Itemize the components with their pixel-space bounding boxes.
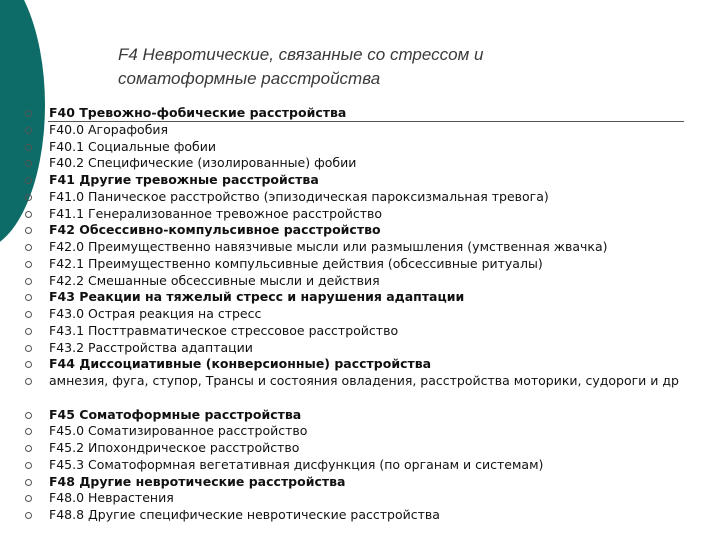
bullet-icon bbox=[25, 361, 32, 368]
bullet-icon bbox=[25, 311, 32, 318]
list-item bbox=[0, 506, 720, 523]
list-item bbox=[0, 154, 720, 171]
list-item-text: F45.2 Ипохондрическое расстройство bbox=[49, 440, 300, 455]
list-item bbox=[0, 489, 720, 506]
bullet-icon bbox=[25, 328, 32, 335]
bullet-icon bbox=[25, 110, 32, 117]
list-item-text: F41.1 Генерализованное тревожное расстройство bbox=[49, 205, 383, 221]
list-item bbox=[0, 138, 720, 155]
title-line-1: F4 Невротические, связанные со стрессом и bbox=[118, 45, 484, 64]
bullet-icon bbox=[25, 160, 32, 167]
bullet-icon bbox=[25, 495, 32, 502]
list-item-text: F48.0 Неврастения bbox=[49, 490, 174, 506]
list-item-text: F40 Тревожно-фобические расстройства bbox=[49, 105, 347, 120]
list-item bbox=[0, 205, 720, 222]
list-item bbox=[0, 406, 720, 423]
list-item-text: F41 Другие тревожные расстройства bbox=[49, 172, 319, 187]
list-item bbox=[0, 355, 720, 372]
bullet-icon bbox=[25, 227, 32, 234]
list-item-text: F42.0 Преимущественно навязчивые мысли или размышления (умственная жвачка) bbox=[49, 239, 608, 254]
bullet-icon bbox=[25, 278, 32, 285]
bullet-icon bbox=[25, 144, 32, 151]
list-item bbox=[0, 121, 720, 138]
bullet-icon bbox=[25, 412, 32, 419]
list-item bbox=[0, 255, 720, 272]
list-item-text: F42.2 Смешанные обсессивные мысли и действия bbox=[49, 272, 380, 288]
list-item bbox=[0, 372, 720, 406]
bullet-icon bbox=[25, 512, 32, 519]
list-item bbox=[0, 305, 720, 322]
bullet-icon bbox=[25, 211, 32, 218]
list-item-text: F43.0 Острая реакция на стресс bbox=[49, 306, 262, 321]
bullet-icon bbox=[25, 177, 32, 184]
list-item-text: F45 Соматоформные расстройства bbox=[49, 406, 302, 422]
list-item-text: амнезия, фуга, ступор, Трансы и состояния овладения, расстройства моторики, судороги и др bbox=[49, 373, 679, 388]
list-item bbox=[0, 188, 720, 205]
list-item-text: F43.2 Расстройства адаптации bbox=[49, 339, 253, 355]
bullet-icon bbox=[25, 445, 32, 452]
list-item-text: F40.1 Социальные фобии bbox=[49, 138, 217, 154]
title-line-2: соматоформные расстройства bbox=[118, 69, 381, 88]
diagnosis-list bbox=[0, 104, 720, 523]
list-item bbox=[0, 272, 720, 289]
bullet-icon bbox=[25, 127, 32, 134]
bullet-icon bbox=[25, 194, 32, 201]
list-item-text: F45.0 Соматизированное расстройство bbox=[49, 423, 308, 439]
list-item bbox=[0, 104, 720, 121]
list-item-text: F48.8 Другие специфические невротические расстройства bbox=[49, 507, 440, 522]
bullet-icon bbox=[25, 378, 32, 385]
list-item bbox=[0, 288, 720, 305]
list-item bbox=[0, 322, 720, 339]
bullet-icon bbox=[25, 462, 32, 469]
list-item bbox=[0, 439, 720, 456]
list-item bbox=[0, 422, 720, 439]
bullet-icon bbox=[25, 479, 32, 486]
list-item-text: F42 Обсессивно-компульсивное расстройство bbox=[49, 222, 381, 238]
list-item bbox=[0, 238, 720, 255]
list-item-text: F43 Реакции на тяжелый стресс и нарушения адаптации bbox=[49, 289, 465, 305]
list-item bbox=[0, 171, 720, 188]
list-item-text: F43.1 Посттравматическое стрессовое расстройство bbox=[49, 322, 399, 338]
bullet-icon bbox=[25, 244, 32, 251]
list-item-text: F42.1 Преимущественно компульсивные действия (обсессивные ритуалы) bbox=[49, 255, 543, 271]
list-item bbox=[0, 473, 720, 490]
list-item bbox=[0, 339, 720, 356]
list-item bbox=[0, 456, 720, 473]
list-item-text: F40.2 Специфические (изолированные) фобии bbox=[49, 155, 357, 171]
list-item-text: F48 Другие невротические расстройства bbox=[49, 473, 346, 489]
list-item-text: F41.0 Паническое расстройство (эпизодическая пароксизмальная тревога) bbox=[49, 188, 549, 204]
list-item-text: F40.0 Агорафобия bbox=[49, 121, 169, 137]
list-item-text: F44 Диссоциативные (конверсионные) расстройства bbox=[49, 356, 432, 372]
list-item bbox=[0, 221, 720, 238]
bullet-icon bbox=[25, 294, 32, 301]
bullet-icon bbox=[25, 345, 32, 352]
bullet-icon bbox=[25, 261, 32, 268]
bullet-icon bbox=[25, 428, 32, 435]
slide-title bbox=[118, 43, 678, 91]
list-item-text: F45.3 Соматоформная вегетативная дисфункция (по органам и системам) bbox=[49, 456, 544, 472]
